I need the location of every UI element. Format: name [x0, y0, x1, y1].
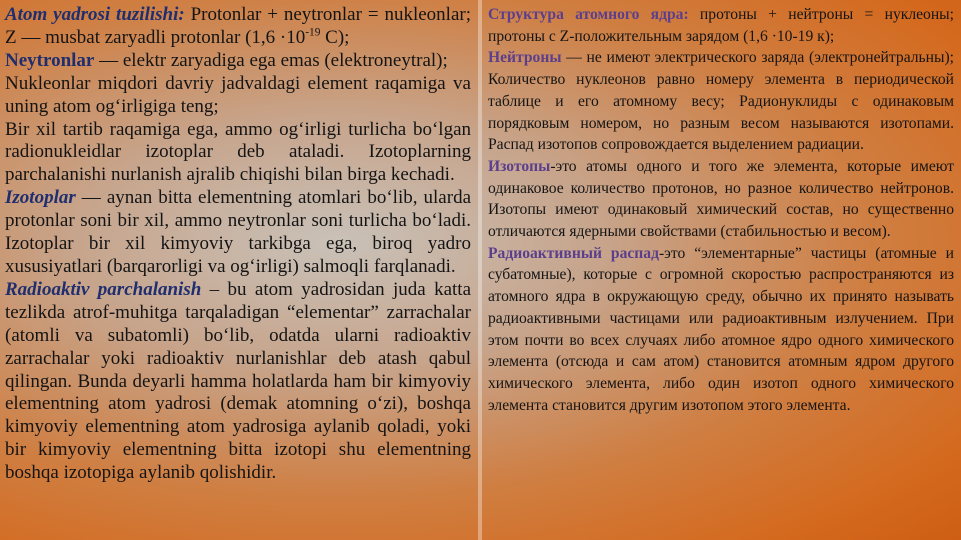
text: протоны + нейтроны = нуклеоны; протоны с Z-положительным зарядом (1,6 ·10-19 к); — [488, 6, 954, 45]
text: Bir xil tartib raqamiga ega, ammo og‘irligi turlicha bo‘lgan radionukleidlar izotoplar deb ataladi. Izotoplarning parchalanishi nurlanish ajralib chiqishi bilan birga kechadi. — [5, 118, 471, 186]
term-atom-structure-ru: Структура атомного ядра: — [488, 6, 689, 23]
term-isotopes: Izotoplar — [5, 187, 76, 209]
text: — не имеют электрического заряда (электронейтральны); Количество нуклеонов равно номеру элемента в периодической таблице и его атомному весу; Радионуклиды с одинаковым порядковым номером, но разным весом называются изотопами. Распад изотопов сопровождается выделением радиации. — [488, 49, 954, 154]
paragraph-radioactive-decay — [5, 279, 471, 485]
term-neutrons: Neytronlar — [5, 49, 95, 71]
paragraph-neutrons — [5, 50, 471, 73]
text: — elektr zaryadiga ega emas (elektroneytral); — [94, 49, 448, 71]
term-radioactive-decay-ru: Радиоактивный распад — [488, 244, 659, 262]
text: – bu atom yadrosidan juda katta tezlikda atrof-muhitga tarqaladigan “elementar” zarrachalar (atomli va subatomli) bo‘lib, odatda ularni radioaktiv zarrachalar yoki radioaktiv nurlanishlar deb atash qabul qilingan. Bunda deyarli hamma holatlarda ham bir kimyoviy elementning atom yadrosi (demak atomning o‘zi), boshqa kimyoviy elementning atom yadrosiga aylanib qoladi, yoki bir kimyoviy elementning bitta izotopi shu elementning boshqa izotopiga aylanib qolishidir. — [5, 278, 471, 484]
text: — aynan bitta elementning atomlari bo‘lib, ularda protonlar soni bir xil, ammo neytronlar soni turlicha bo‘ladi. Izotoplar bir xil kimyoviy tarkibga ega, biroq yadro xususiyatlari (barqarorligi va og‘irligi) salmoqli farqlanadi. — [5, 187, 471, 277]
paragraph-nucleons — [5, 73, 471, 119]
russian-text-column — [488, 4, 954, 416]
term-isotopes-ru: Изотопы — [488, 157, 551, 175]
paragraph-isotopes — [5, 187, 471, 279]
term-atom-structure: Atom yadrosi tuzilishi: — [5, 4, 185, 25]
term-neutrons-ru: Нейтроны — [488, 49, 562, 67]
paragraph-atom-structure — [5, 4, 471, 50]
text: -это атомы одного и того же элемента, которые имеют одинаковое количество протонов, но разное количество нейтронов. Изотопы имеют одинаковый химический состав, но существенно отличаются ядерными свойствами (стабильностью и весом). — [488, 157, 954, 241]
paragraph-atom-structure-ru — [488, 4, 954, 47]
text: -это “элементарные” частицы (атомные и субатомные), которые с огромной скоростью распространяются из атомного ядра в окружающую среду, обычно их принято называть радиоактивными частицами или радиоактивным излучением. При этом почти во всех случаях либо атомное ядро одного химического элемента (отсюда и сам атом) становится атомным ядром другого химического элемента, либо один изотоп одного химического элемента становится другим изотопом этого элемента. — [488, 244, 954, 414]
text: Protonlar + neytronlar = nukleonlar; Z — musbat zaryadli protonlar (1,6 ·10 — [5, 4, 471, 48]
column-divider — [478, 0, 482, 540]
term-radioactive-decay: Radioaktiv parchalanish — [5, 278, 202, 300]
paragraph-radioactive-decay-ru — [488, 243, 954, 417]
paragraph-radionuclides — [5, 119, 471, 188]
text: Nukleonlar miqdori davriy jadvaldagi element raqamiga va uning atom og‘irligiga teng; — [5, 72, 471, 117]
paragraph-neutrons-ru — [488, 47, 954, 156]
text: C); — [320, 26, 350, 48]
uzbek-text-column — [5, 4, 471, 485]
paragraph-isotopes-ru — [488, 156, 954, 243]
exponent: -19 — [305, 26, 321, 39]
